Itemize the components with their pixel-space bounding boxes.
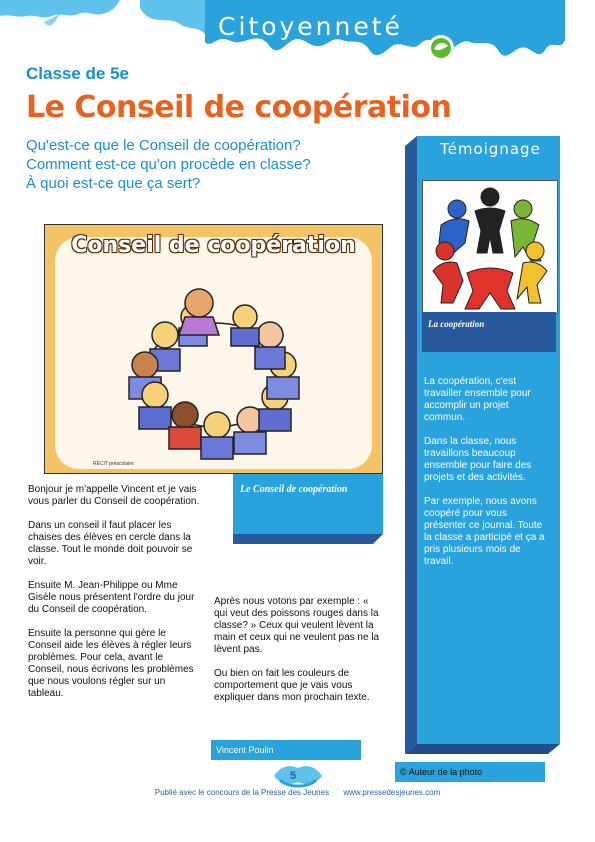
paragraph: Ensuite la personne qui gère le Conseil aide les élèves à régler leurs problèmes. Pour cela, avant le Conseil, nous écrivons les problèmes que nous voulons régler sur un tableau.: [28, 628, 194, 699]
footer: [0, 788, 595, 797]
children-circle-drawing: [45, 225, 382, 473]
paragraph: Ou bien on fait les couleurs de comportement que je vais vous expliquer dans mon prochain texte.: [214, 668, 370, 703]
paragraph: Bonjour je m'appelle Vincent et je vais vous parler du Conseil de coopération.: [28, 484, 200, 507]
article-column-1: [28, 484, 200, 712]
section-banner-title: Citoyenneté: [218, 12, 403, 41]
publisher-credit: Publié avec le concours de la Presse des Jeunes: [154, 788, 330, 797]
article-column-2: [214, 596, 384, 716]
paragraph: Dans la classe, nous travaillons beaucoup ensemble pour faire des projets et des activités.: [424, 436, 532, 483]
people-circle-icon: [423, 181, 557, 313]
illustration-credit: RÉCIT préscolaire: [93, 461, 134, 467]
class-label: Classe de 5e: [26, 64, 130, 83]
sidebar-heading: Témoignage: [440, 140, 541, 158]
intro-questions: [26, 136, 396, 193]
illustration-caption: Le Conseil de coopération: [240, 484, 348, 495]
image-caption-bar: [422, 312, 556, 352]
author-name: Vincent Poulin: [216, 745, 274, 755]
cooperation-council-illustration: [44, 224, 383, 474]
image-caption: La coopération: [428, 319, 485, 329]
illustration-title: Conseil de coopération: [71, 233, 356, 258]
paragraph: Après nous votons par exemple : « qui veut des poissons rouges dans la classe? » Ceux qui veulent lèvent la main et ceux qui ne veulent pas ne la lèvent pas.: [214, 596, 380, 655]
paragraph: La coopération, c'est travailler ensemble pour accomplir un projet commun.: [424, 376, 531, 423]
intro-question: Qu'est-ce que le Conseil de coopération?: [26, 137, 301, 154]
website-link[interactable]: www.pressedesjeunes.com: [343, 788, 441, 797]
cooperation-image: [422, 180, 558, 314]
sidebar-text: [424, 376, 548, 580]
photo-credit: © Auteur de la photo: [400, 767, 483, 777]
paragraph: Ensuite M. Jean-Philippe ou Mme Gisèle nous présentent l'ordre du jour du Conseil de coopération.: [28, 580, 195, 615]
page-title: Le Conseil de coopération: [26, 90, 452, 125]
intro-question: Comment est-ce qu'on procède en classe?: [26, 156, 311, 173]
paragraph: Dans un conseil il faut placer les chaises des élèves en cercle dans la classe. Tout le monde doit pouvoir se voir.: [28, 520, 193, 567]
page-number-splash-icon: [270, 760, 326, 788]
paragraph: Par exemple, nous avons coopéré pour vous présenter ce journal. Toute la classe a participé et ça a pris plusieurs mois de travail.: [424, 496, 545, 567]
intro-question: À quoi est-ce que ça sert?: [26, 175, 201, 192]
page-number: 5: [290, 770, 297, 782]
